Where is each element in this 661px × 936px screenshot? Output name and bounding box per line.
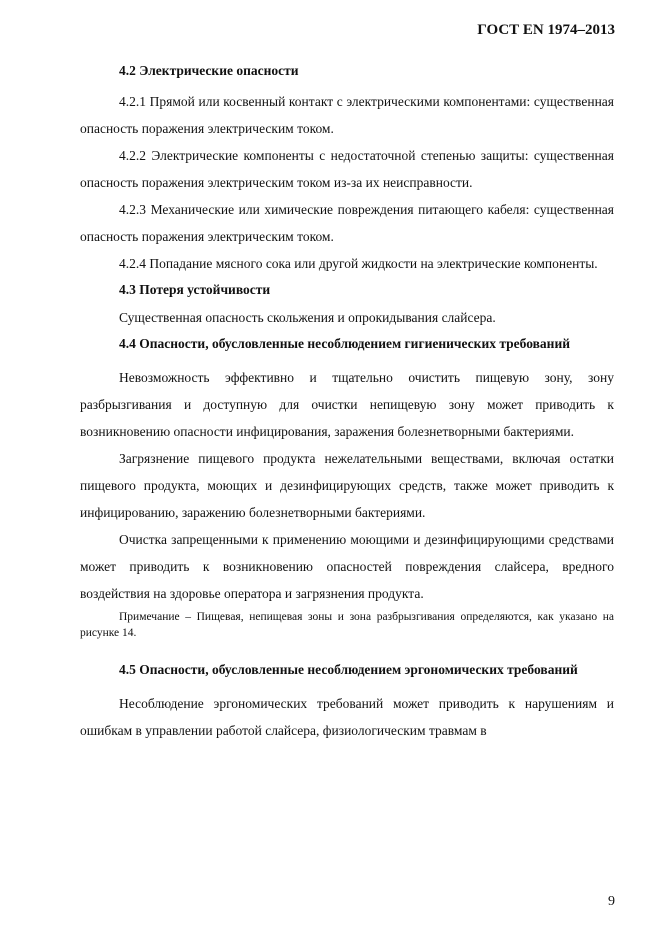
paragraph-4-5-1: Несоблюдение эргономических требований может приводить к нарушениям и ошибкам в управлении работой слайсера, физиологическим травмам в	[80, 696, 614, 738]
document-header: ГОСТ EN 1974–2013	[477, 22, 615, 38]
section-4-4-heading: 4.4 Опасности, обусловленные несоблюдением гигиенических требований	[119, 336, 571, 351]
document-body	[80, 62, 614, 744]
section-4-5-heading: 4.5 Опасности, обусловленные несоблюдением эргономических требований	[119, 662, 578, 677]
paragraph-4-2-2: 4.2.2 Электрические компоненты с недостаточной степенью защиты: существенная опасность поражения электрическим током из-за их неисправности.	[80, 148, 614, 190]
page-number: 9	[608, 894, 615, 909]
paragraph-4-4-3: Очистка запрещенными к применению моющими и дезинфицирующими средствами может приводить к возникновению опасностей повреждения слайсера, вредного воздействия на здоровье оператора и загрязнения продукта.	[80, 532, 614, 601]
section-4-3-heading: 4.3 Потеря устойчивости	[119, 282, 271, 297]
paragraph-4-2-1: 4.2.1 Прямой или косвенный контакт с электрическими компонентами: существенная опасность поражения электрическим током.	[80, 94, 614, 136]
note-4-4: Примечание – Пищевая, непищевая зоны и зона разбрызгивания определяются, как указано на рисунке 14.	[80, 611, 614, 639]
paragraph-4-2-4: 4.2.4 Попадание мясного сока или другой жидкости на электрические компоненты.	[119, 256, 598, 271]
paragraph-4-2-3: 4.2.3 Механические или химические повреждения питающего кабеля: существенная опасность поражения электрическим током.	[80, 202, 614, 244]
paragraph-4-3: Существенная опасность скольжения и опрокидывания слайсера.	[119, 310, 496, 325]
section-4-2-heading: 4.2 Электрические опасности	[119, 63, 299, 78]
paragraph-4-4-2: Загрязнение пищевого продукта нежелательными веществами, включая остатки пищевого продукта, моющих и дезинфицирующих средств, также может приводить к инфицированию, заражению болезнетворными бактериями.	[80, 451, 614, 520]
paragraph-4-4-1: Невозможность эффективно и тщательно очистить пищевую зону, зону разбрызгивания и доступную для очистки непищевую зону может приводить к возникновению опасности инфицирования, заражения болезнетворными бактериями.	[80, 370, 614, 439]
